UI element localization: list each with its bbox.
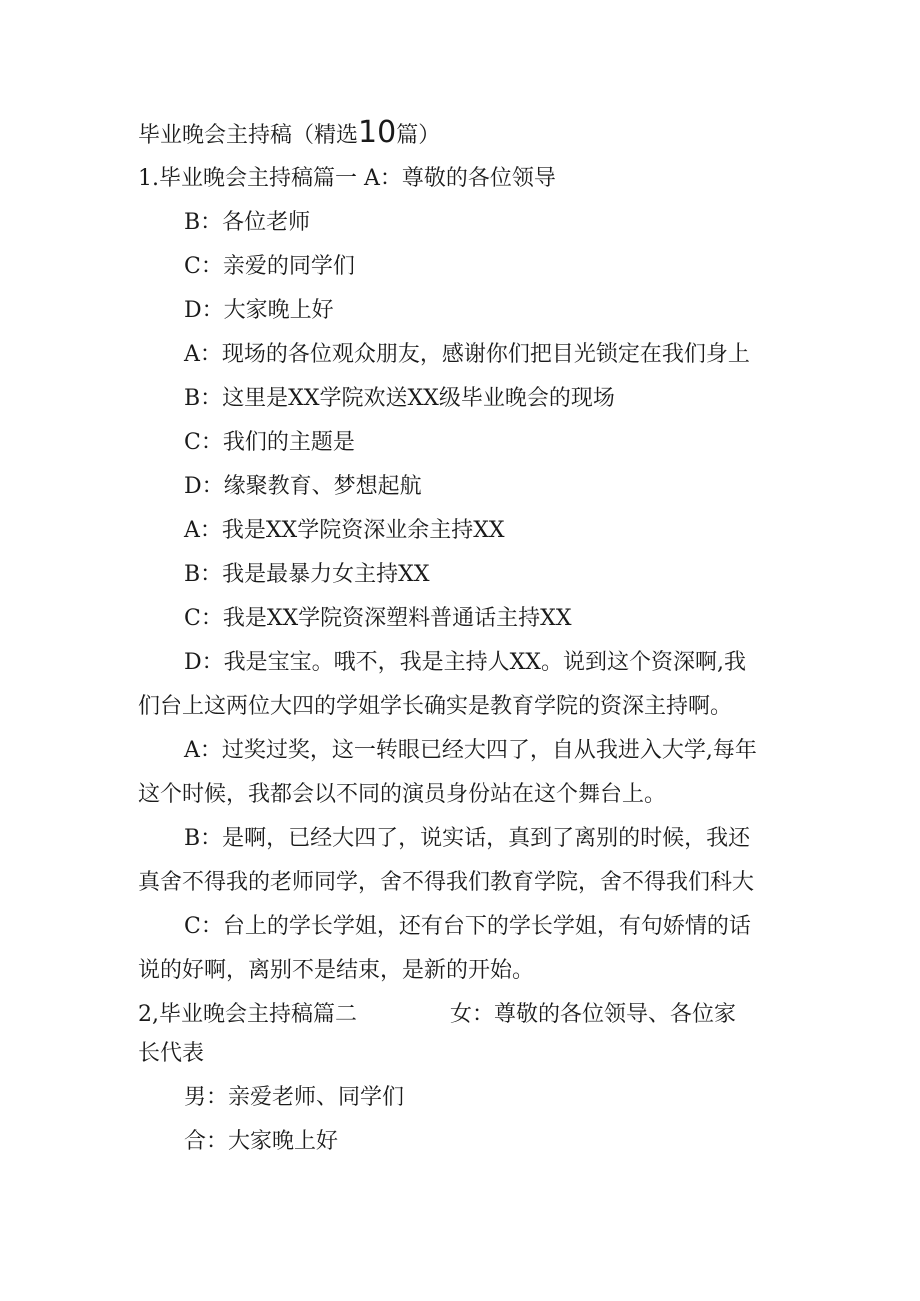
title-number: 10 [358,115,397,150]
paragraph-b-line1: B：是啊，已经大四了，说实话，真到了离别的时候，我还 [184,826,751,851]
paragraph-b-line2: 真舍不得我的老师同学，舍不得我们教育学院，舍不得我们科大 [138,870,755,895]
dialogue-line: 男：亲爱老师、同学们 [184,1085,405,1110]
dialogue-line: B：各位老师 [184,210,311,235]
dialogue-line: B：这里是XX学院欢送XX级毕业晚会的现场 [184,386,615,411]
section2-heading-left: 2,毕业晚会主持稿篇二 [138,1002,357,1027]
paragraph-a-line1: A：过奖过奖，这一转眼已经大四了，自从我进入大学,每年 [184,738,757,763]
title-prefix: 毕业晚会主持稿（精选 [138,123,359,148]
paragraph-d-line2: 们台上这两位大四的学姐学长确实是教育学院的资深主持啊。 [138,694,733,719]
title-suffix: 篇） [396,123,441,148]
section2-heading-continuation: 长代表 [138,1041,205,1066]
paragraph-d-line1: D：我是宝宝。哦不，我是主持人XX。说到这个资深啊,我 [184,650,746,675]
dialogue-line: 合：大家晚上好 [184,1129,339,1154]
dialogue-line: C：我们的主题是 [184,430,355,455]
dialogue-line: D：缘聚教育、梦想起航 [184,474,422,499]
dialogue-line: D：大家晚上好 [184,298,334,323]
section2-heading-right: 女：尊敬的各位领导、各位家 [450,1002,737,1027]
dialogue-line: A：我是XX学院资深业余主持XX [184,518,505,543]
dialogue-line: C：我是XX学院资深塑料普通话主持XX [184,606,572,631]
document-title [138,115,441,151]
dialogue-line: B：我是最暴力女主持XX [184,562,430,587]
paragraph-c-line1: C：台上的学长学姐，还有台下的学长学姐，有句娇情的话 [184,914,751,939]
paragraph-a-line2: 这个时候，我都会以不同的演员身份站在这个舞台上。 [138,782,667,807]
dialogue-line: A：现场的各位观众朋友，感谢你们把目光锁定在我们身上 [184,342,750,367]
section1-heading: 1.毕业晚会主持稿篇一 A：尊敬的各位领导 [138,166,556,191]
paragraph-c-line2: 说的好啊，离别不是结束，是新的开始。 [138,958,535,983]
dialogue-line: C：亲爱的同学们 [184,254,355,279]
